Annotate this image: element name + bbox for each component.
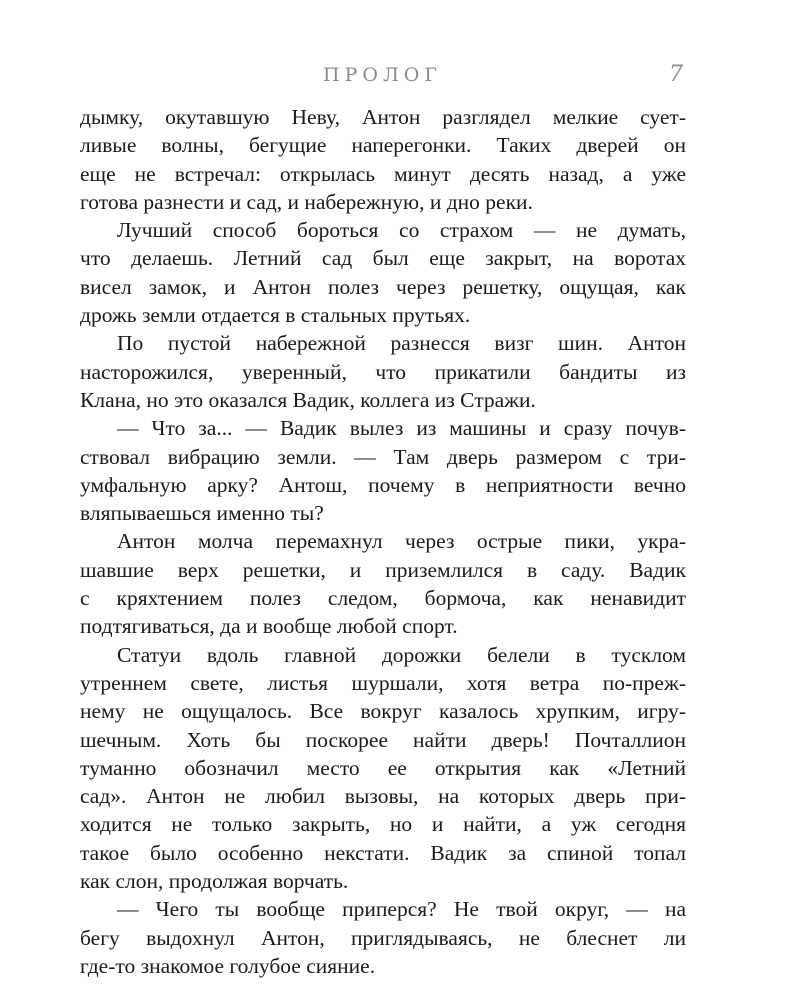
page-number: 7 [669, 62, 683, 87]
text-line: вляпываешься именно ты? [80, 501, 324, 526]
text-line: По пустой набережной разнесся визг шин. Антон [117, 331, 686, 356]
text-line: шавшие верх решетки, и приземлился в саду. Вадик [80, 557, 686, 582]
body-text [80, 103, 686, 980]
text-line: еще не встречал: открылась минут десять назад, а уже [80, 161, 686, 186]
paragraph [80, 414, 686, 527]
text-line: умфальную арку? Антош, почему в неприятности вечно [80, 472, 686, 497]
text-line: дрожь земли отдается в стальных прутьях. [80, 303, 471, 328]
text-line: ходится не только закрыть, но и найти, а уж сегодня [80, 812, 686, 837]
text-line: Клана, но это оказался Вадик, коллега из Стражи. [80, 387, 536, 412]
paragraph [80, 895, 686, 980]
text-line: Статуи вдоль главной дорожки белели в тусклом [117, 642, 686, 667]
text-line: что делаешь. Летний сад был еще закрыт, на воротах [80, 246, 686, 271]
text-line: насторожился, уверенный, что прикатили бандиты из [80, 359, 686, 384]
text-line: подтягиваться, да и вообще любой спорт. [80, 614, 458, 639]
text-line: шечным. Хоть бы поскорее найти дверь! Почталлион [80, 727, 686, 752]
text-line: Лучший способ бороться со страхом — не думать, [117, 218, 686, 243]
text-line: туманно обозначил место ее открытия как «Летний [80, 755, 686, 780]
running-header [80, 62, 685, 92]
text-line: висел замок, и Антон полез через решетку, ощущая, как [80, 274, 686, 299]
text-line: готова разнести и сад, и набережную, и дно реки. [80, 189, 533, 214]
paragraph [80, 527, 686, 640]
text-line: ствовал вибрацию земли. — Там дверь размером с три- [80, 444, 686, 469]
text-line: такое было особенно некстати. Вадик за спиной топал [80, 840, 686, 865]
text-line: утреннем свете, листья шуршали, хотя ветра по-преж- [80, 670, 686, 695]
text-line: ливые волны, бегущие наперегонки. Таких дверей он [80, 133, 686, 158]
text-line: Антон молча перемахнул через острые пики, укра- [117, 529, 686, 554]
text-line: бегу выдохнул Антон, приглядываясь, не блеснет ли [80, 925, 686, 950]
paragraph [80, 329, 686, 414]
text-line: дымку, окутавшую Неву, Антон разглядел мелкие сует- [80, 105, 686, 129]
text-line: где-то знакомое голубое сияние. [80, 953, 376, 978]
chapter-title: ПРОЛОГ [323, 64, 442, 86]
paragraph [80, 641, 686, 896]
text-line: — Что за... — Вадик вылез из машины и сразу почув- [117, 416, 686, 441]
text-line: сад». Антон не любил вызовы, на которых дверь при- [80, 784, 686, 809]
paragraph [80, 103, 686, 216]
text-line: — Чего ты вообще приперся? Не твой округ, — на [117, 897, 686, 922]
text-line: с кряхтением полез следом, бормоча, как ненавидит [80, 586, 686, 611]
paragraph [80, 216, 686, 329]
text-line: как слон, продолжая ворчать. [80, 869, 349, 894]
text-line: нему не ощущалось. Все вокруг казалось хрупким, игру- [80, 699, 686, 724]
